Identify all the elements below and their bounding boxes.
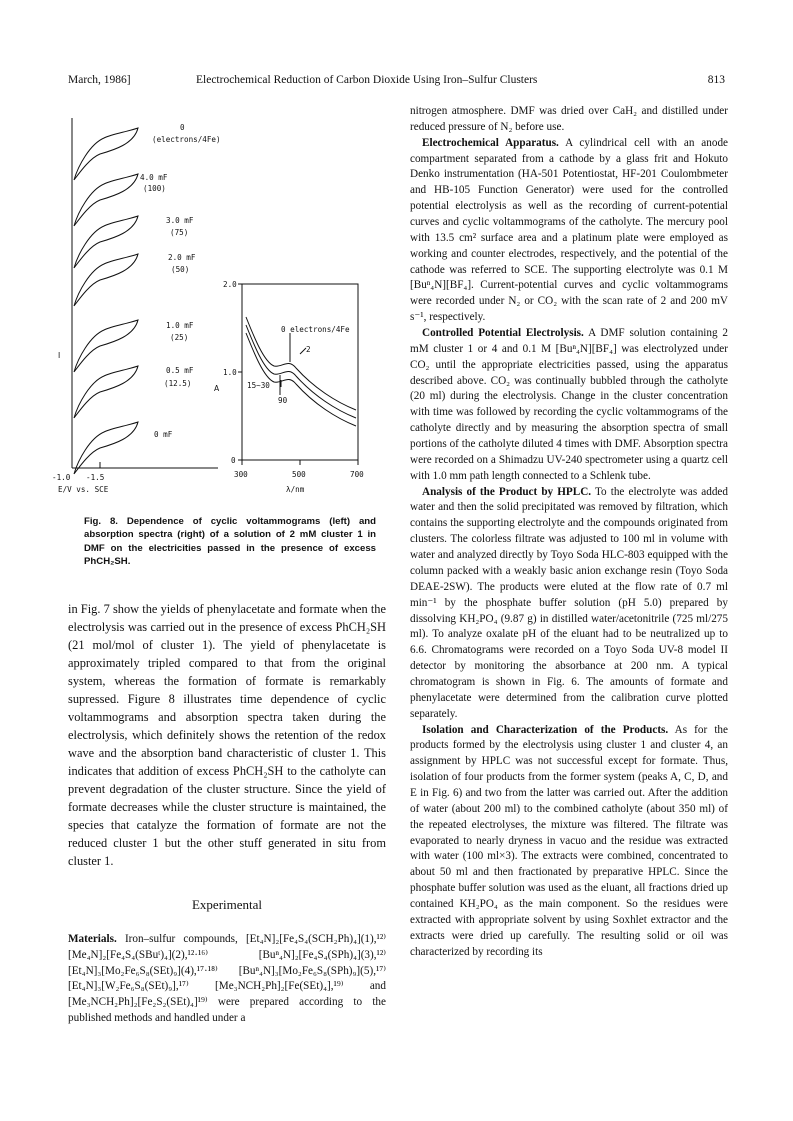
paragraph-electrochemical-apparatus: [410, 136, 728, 326]
continued-paragraph: nitrogen atmosphere. DMF was dried over CaH₂ and distilled under reduced pressure of N₂ before use.: [410, 105, 728, 133]
heading-hplc-analysis: Analysis of the Product by HPLC.: [422, 485, 592, 498]
spectrum-curve: [246, 325, 356, 418]
text-isolation-characterization: As for the products formed by the electrolysis using cluster 1 and cluster 4, an assignment by HPLC was not successful except for formate. Thus, isolation of four products from the former system (peaks A, C, D, and E in Fig. 6) and two from the latter was carried out. After the addition of water (about 200 ml) to the combined catholyte (about 350 ml) of the repeated electrolyses, the mixture was filtered. The filtrate was evaporated to nearly dryness in vacuo and the residue was extracted with water (100 ml×3). The extracts were combined, concentrated to about 50 ml and then fractionated by preparative HPLC. Since the phosphate buffer solution was used as the eluant, all fractions dried up contained KH₂PO₄ as the main component. So the residues were extracted with appropriate solvent by using Soxhlet extractor and the extracts were dried up carefully. The resulting solid or oil was characterized by recording its: [410, 723, 728, 958]
cv-curve: [74, 128, 138, 180]
heading-electrochemical-apparatus: Electrochemical Apparatus.: [422, 136, 559, 149]
paragraph-isolation-characterization: [410, 723, 728, 961]
cv-label-6-line1: 0 mF: [154, 430, 173, 439]
cv-label-4-line1: 1.0 mF: [166, 321, 194, 330]
cv-curve: [74, 366, 138, 418]
figure-caption-text: Dependence of cyclic voltammograms (left) and absorption spectra (right) of a solution of 2 mM cluster 1 in DMF on the electricities passed in the presence of excess PhCH₂SH.: [84, 516, 376, 568]
spectra-x-axis-label: λ/nm: [286, 485, 305, 494]
cv-label-1-line2: (100): [143, 184, 166, 193]
cv-label-2-line2: (75): [170, 228, 189, 237]
cv-curve: [74, 254, 138, 306]
cv-x-tick-label-2: -1.5: [86, 473, 105, 482]
spectra-x-tick-label-1: 300: [234, 470, 248, 479]
spectra-x-tick-label-3: 700: [350, 470, 364, 479]
right-text-column: [410, 104, 728, 960]
spectra-annotation-2: 15~30: [247, 381, 270, 390]
cv-y-axis-label: I: [58, 351, 61, 360]
paragraph-controlled-potential-electrolysis: [410, 326, 728, 485]
text-hplc-analysis: To the electrolyte was added water and then the solid precipitated was removed by filtration, which contains the supporting electrolyte and the compounds originated from clusters. The colorless filtrate was adjusted to 100 ml in volume with water and analyzed directly by Toyo Soda HLC-803 equipped with the column packed with a weakly basic anion exchange resin (Toyo Soda DEAE-2SW). The products were eluted at the flow rate of 0.7 ml min⁻¹ by the phosphate buffer solution (pH 5.0) prepared by dissolving KH₂PO₄ (9.87 g) in distilled water/acetonitrile (725 ml/275 ml). To analyze oxalate pH of the eluant had to be neutralized up to 6.6. Chromatograms were recorded on a Toyo Soda UV-8 model II detector by monitoring the absorbance at 200 nm. A typical chromatogram is shown in Fig. 6. The amounts of formate and phenylacetate were determined from the calibration curve plotted separately.: [410, 485, 728, 720]
spectra-annotation-1: 2: [306, 345, 311, 354]
materials-heading: Materials.: [68, 933, 117, 945]
absorption-spectra-panel: [214, 280, 364, 494]
spectrum-curve: [246, 333, 356, 426]
materials-text: Iron–sulfur compounds, [Et₄N]₂[Fe₄S₄(SCH₂Ph)₄](1),¹²⁾ [Me₄N]₂[Fe₄S₄(SBuᵗ)₄](2),¹²·¹⁶⁾ [Buⁿ₄N]₂[Fe₄S₄(SPh)₄](3),¹²⁾ [Et₄N]₃[Mo₂Fe₆S₈(SEt)₉](4),¹⁷·¹⁸⁾ [Buⁿ₄N]₃[Mo₂Fe₆S₈(SPh)₉](5),¹⁷⁾ [Et₄N]₃[W₂Fe₆S₈(SEt)₉],¹⁷⁾ [Me₃NCH₂Ph]₂[Fe(SEt)₄],¹⁹⁾ and [Me₃NCH₂Ph]₂[Fe₂S₂(SEt)₄]¹⁹⁾ were prepared according to the published methods and handled under a: [68, 933, 387, 1024]
cv-label-0-line2: (electrons/4Fe): [152, 135, 221, 144]
materials-paragraph: [68, 932, 386, 1027]
cv-curve: [74, 320, 138, 372]
header-title: Electrochemical Reduction of Carbon Dioxide Using Iron–Sulfur Clusters: [196, 74, 538, 86]
cv-label-3-line1: 2.0 mF: [168, 253, 196, 262]
spectra-y-axis-label: A: [214, 384, 220, 393]
heading-controlled-potential-electrolysis: Controlled Potential Electrolysis.: [422, 327, 584, 340]
left-text-column: [68, 600, 386, 1027]
text-electrochemical-apparatus: A cylindrical cell with an anode compartment separated from a cathode by a glass frit and Hokuto Denko instrumentation (HA-501 Potentiostat, HF-201 Coulombmeter and HB-105 Function Generator) were used for the controlled potential electrolysis as well as the recording of current-potential curves and cyclic voltammograms of the catholyte. The mercury pool with 13.5 cm² surface area and a platinum plate were employed as working and counter electrodes, respectively, and the potential of the cathode was referred to SCE. The supporting electrolyte was 0.1 M [Buⁿ₄N][BF₄]. Current-potential curves and cyclic voltammograms were recorded under N₂ or CO₂ with the scan rate of 2 and 200 mV s⁻¹, respectively.: [410, 136, 729, 324]
section-heading-experimental: Experimental: [191, 897, 263, 912]
running-header: [68, 74, 725, 90]
cv-curve: [74, 216, 138, 268]
spectra-x-tick-label-2: 500: [292, 470, 306, 479]
spectra-y-tick-label-1: 2.0: [223, 280, 237, 289]
cv-curve: [74, 422, 138, 474]
cv-label-0-line1: 0: [180, 123, 185, 132]
figure-8-graphic: [52, 112, 378, 504]
cv-label-5-line2: (12.5): [164, 379, 192, 388]
header-page-number: 813: [707, 74, 725, 86]
cv-label-5-line1: 0.5 mF: [166, 366, 194, 375]
spectra-annotation-0: 0 electrons/4Fe: [281, 325, 350, 334]
figure-caption-label: Fig. 8.: [84, 516, 118, 527]
cv-curve-group: [74, 128, 138, 474]
paragraph-hplc-analysis: [410, 485, 728, 723]
cv-x-tick-label-1: -1.0: [52, 473, 71, 482]
spectra-y-tick-label-3: 0: [231, 456, 236, 465]
cv-label-4-line2: (25): [170, 333, 189, 342]
figure-8: [52, 112, 378, 504]
cv-label-1-line1: 4.0 mF: [140, 173, 168, 182]
header-date: March, 1986]: [68, 74, 131, 86]
cv-label-3-line2: (50): [171, 265, 190, 274]
spectra-annotation-3: 90: [278, 396, 288, 405]
cv-label-2-line1: 3.0 mF: [166, 216, 194, 225]
cv-x-axis-label: E/V vs. SCE: [58, 485, 109, 494]
text-controlled-potential-electrolysis: A DMF solution containing 2 mM cluster 1 or 4 and 0.1 M [Buⁿ₄N][BF₄] was electrolyzed under CO₂ until the appropriate electricities passed, using the apparatus described above. CO₂ was continually bubbled through the catholyte (20 ml) during the electrolysis. Change in the cluster concentration with time was followed by recording the cyclic voltammograms of the catholyte directly and by measuring the absorption spectra of small portions of the catholyte diluted 4 times with DMF. Absorption spectra were recorded on a Shimadzu UV-240 spectrometer using a quartz cell with 1.0 mm path length connected to a Schlenk tube.: [410, 327, 729, 482]
figure-caption: [84, 515, 376, 569]
body-paragraph: in Fig. 7 show the yields of phenylacetate and formate when the electrolysis was carried out in the presence of excess PhCH₂SH (21 mol/mol of cluster 1). The yield of phenylacetate is approximately tripled compared to that from the original system, whereas the formation of formate is remarkably supressed. Figure 8 illustrates time dependence of cyclic voltammograms and absorption spectra taken during the electrolysis, which definitely shows the retention of the redox wave and the absorption band characteristic of cluster 1. This indicates that addition of excess PhCH₂SH to the catholyte can prevent degradation of the cluster structure. Since the yield of formate decreases while the cluster structure is maintained, the species that catalyze the formation of formate are not the reduced cluster 1 but the other stuff generated in situ from cluster 1.: [68, 602, 386, 868]
cyclic-voltammogram-panel: [52, 118, 221, 494]
heading-isolation-characterization: Isolation and Characterization of the Products.: [422, 723, 669, 736]
spectra-y-tick-label-2: 1.0: [223, 368, 237, 377]
cv-curve: [74, 174, 138, 226]
